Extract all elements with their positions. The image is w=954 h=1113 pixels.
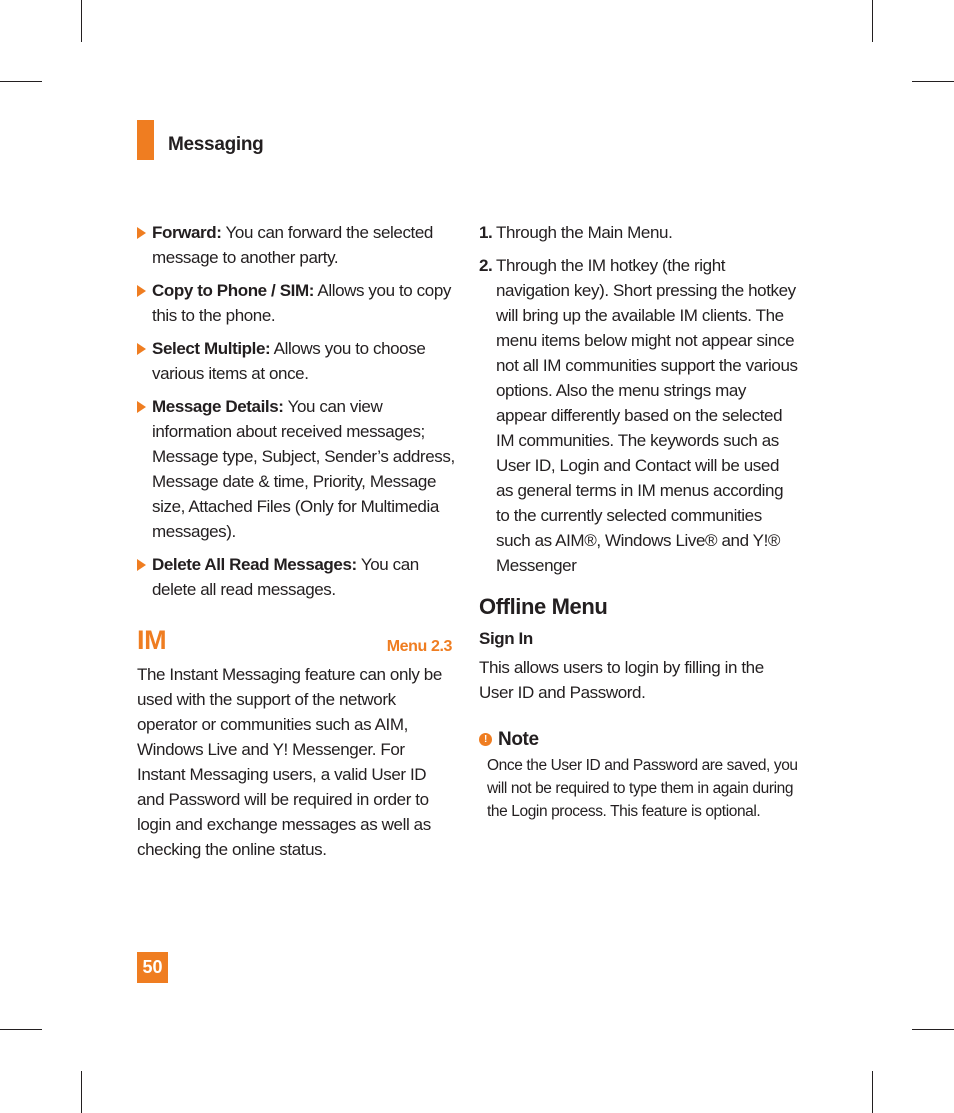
crop-mark-top-left-h [0,81,42,82]
crop-mark-top-right-v [872,0,873,42]
bullet-term: Forward: [152,223,222,242]
step-number: 1. [479,223,493,242]
note-heading [479,727,799,752]
crop-mark-bottom-right-h [912,1029,954,1030]
bullet-term: Select Multiple: [152,339,271,358]
bullet-message-details [137,394,457,544]
step-1 [479,220,799,245]
bullet-forward [137,220,457,270]
crop-mark-top-left-v [81,0,82,42]
alert-circle-icon: ! [479,733,492,746]
im-menu-reference: Menu 2.3 [386,638,452,655]
bullet-copy-to-phone [137,278,457,328]
step-number: 2. [479,256,493,275]
section-title: Messaging [168,134,264,155]
im-heading-row [137,624,457,658]
sign-in-text: This allows users to login by filling in the User ID and Password. [479,658,764,702]
step-text: Through the Main Menu. [496,223,673,242]
bullet-text: Allows you to choose various items at once. [152,339,426,383]
bullet-term: Message Details: [152,397,284,416]
im-paragraph: The Instant Messaging feature can only be used with the support of the network operator or communities such as AIM, Windows Live and Y! Messenger. For Instant Messaging users, a valid User ID and Password will be required in order to login and exchange messages as well as checking the online status. [137,665,442,859]
bullet-delete-all-read [137,552,457,602]
crop-mark-bottom-left-v [81,1071,82,1113]
triangle-arrow-icon [137,285,146,297]
bullet-text: Allows you to copy this to the phone. [152,281,451,325]
bullet-term: Delete All Read Messages: [152,555,357,574]
triangle-arrow-icon [137,559,146,571]
sign-in-heading: Sign In [479,629,533,648]
triangle-arrow-icon [137,227,146,239]
bullet-text: You can delete all read messages. [152,555,419,599]
note-text: Once the User ID and Password are saved, you will not be required to type them in again during the Login process. This feature is optional. [487,757,798,820]
bullet-text: You can view information about received messages; Message type, Subject, Sender’s address, Message date & time, Priority, Message size, Attached Files (Only for Multimedia messages). [152,397,455,541]
step-2 [479,253,799,578]
crop-mark-top-right-h [912,81,954,82]
im-title: IM [137,625,167,655]
bullet-text: You can forward the selected message to another party. [152,223,433,267]
bullet-select-multiple [137,336,457,386]
step-text: Through the IM hotkey (the right navigation key). Short pressing the hotkey will bring up the available IM clients. The menu items below might not appear since not all IM communities support the various options. Also the menu strings may appear differently based on the selected IM communities. The keywords such as User ID, Login and Contact will be used as general terms in IM menus according to the currently selected communities such as AIM®, Windows Live® and Y!® Messenger [496,256,798,575]
triangle-arrow-icon [137,401,146,413]
left-column [137,220,457,862]
triangle-arrow-icon [137,343,146,355]
section-marker-bar [137,120,154,160]
right-column [479,220,799,823]
crop-mark-bottom-left-h [0,1029,42,1030]
crop-mark-bottom-right-v [872,1071,873,1113]
page-number: 50 [137,952,168,983]
offline-menu-heading: Offline Menu [479,594,608,619]
bullet-term: Copy to Phone / SIM: [152,281,314,300]
note-title: Note [498,729,539,750]
